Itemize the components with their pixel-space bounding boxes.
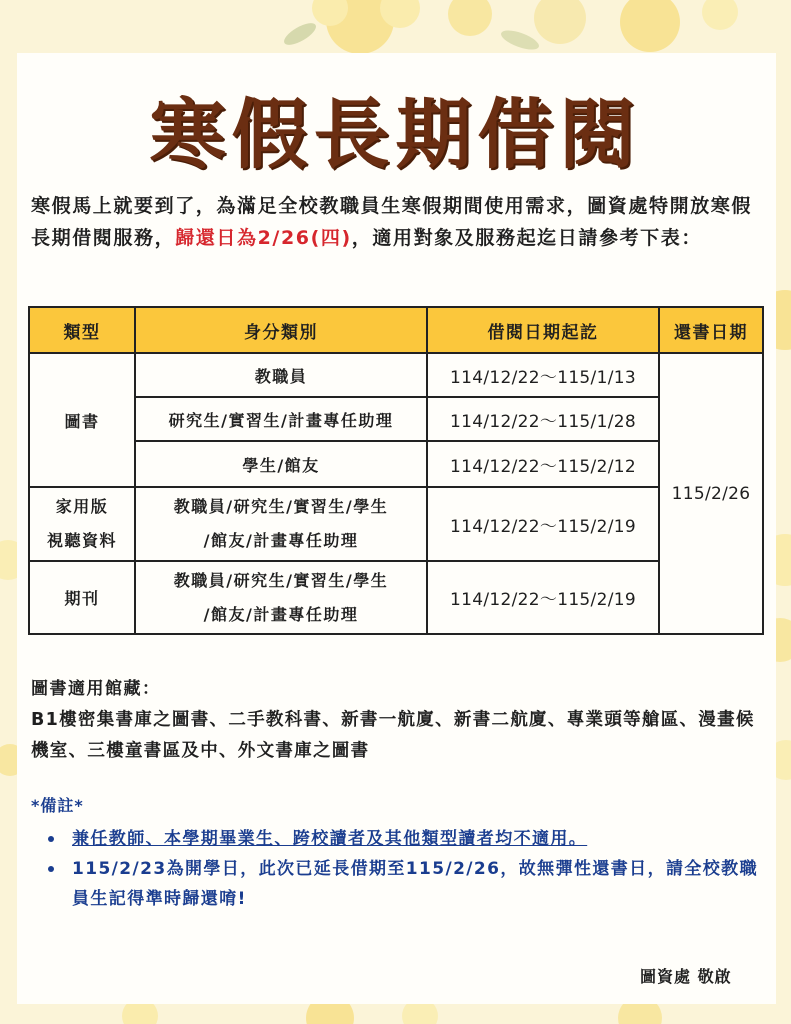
table-row [29, 487, 763, 561]
identity-line1: 教職員/研究生/實習生/學生 [173, 497, 389, 516]
type-av [29, 487, 135, 561]
header-period: 借閱日期起訖 [427, 307, 659, 353]
identity-cell [135, 561, 427, 634]
return-date-highlight: 歸還日為2/26(四) [175, 227, 352, 249]
identity-line2: /館友/計畫專任助理 [203, 604, 359, 624]
loan-schedule-table [28, 306, 764, 635]
bullet-icon [48, 836, 54, 842]
list-item [48, 854, 766, 914]
table-header-row [29, 307, 763, 353]
bullet-icon [48, 866, 54, 872]
type-journals: 期刊 [29, 561, 135, 634]
note-text: 兼任教師、本學期畢業生、跨校讀者及其他類型讀者均不適用。 [72, 829, 588, 849]
intro-text-2: ，適用對象及服務起迄日請參考下表： [351, 227, 702, 249]
identity-line2: /館友/計畫專任助理 [203, 531, 359, 550]
header-identity: 身分類別 [135, 307, 427, 353]
table-row [29, 561, 763, 634]
period-cell: 114/12/22～115/2/12 [427, 441, 659, 487]
period-cell: 114/12/22～115/1/28 [427, 397, 659, 441]
header-type: 類型 [29, 307, 135, 353]
collections-text: B1樓密集書庫之圖書、二手教科書、新書一航廈、新書二航廈、專業頭等艙區、漫畫候機室、三樓童書區及中、外文書庫之圖書 [31, 710, 755, 761]
header-return: 還書日期 [659, 307, 763, 353]
period-cell: 114/12/22～115/2/19 [427, 561, 659, 634]
type-books: 圖書 [29, 353, 135, 487]
return-date-cell: 115/2/26 [659, 353, 763, 634]
collections-heading: 圖書適用館藏： [31, 679, 161, 699]
table-row [29, 441, 763, 487]
notes-heading: *備註* [31, 796, 84, 815]
intro-paragraph [31, 190, 766, 254]
identity-cell [135, 487, 427, 561]
identity-cell: 研究生/實習生/計畫專任助理 [135, 397, 427, 441]
type-av-line2: 視聽資料 [46, 531, 117, 550]
period-cell: 114/12/22～115/1/13 [427, 353, 659, 397]
identity-line1: 教職員/研究生/實習生/學生 [173, 570, 389, 590]
type-av-line1: 家用版 [55, 497, 109, 516]
table-row [29, 353, 763, 397]
period-cell: 114/12/22～115/2/19 [427, 487, 659, 561]
page-title: 寒假長期借閱 [149, 90, 642, 179]
note-text: 115/2/23為開學日，此次已延長借期至115/2/26，故無彈性還書日，請全校教職員生記得準時歸還唷! [72, 859, 758, 909]
signature: 圖資處 敬啟 [640, 967, 732, 986]
list-item [48, 824, 766, 854]
identity-cell: 教職員 [135, 353, 427, 397]
table-row [29, 397, 763, 441]
intro-text-1: 寒假馬上就要到了，為滿足全校教職員生寒假期間使用需求，圖資處特開放寒假長期借閱服務， [31, 195, 753, 249]
notes-list [48, 824, 766, 914]
identity-cell: 學生/館友 [135, 441, 427, 487]
